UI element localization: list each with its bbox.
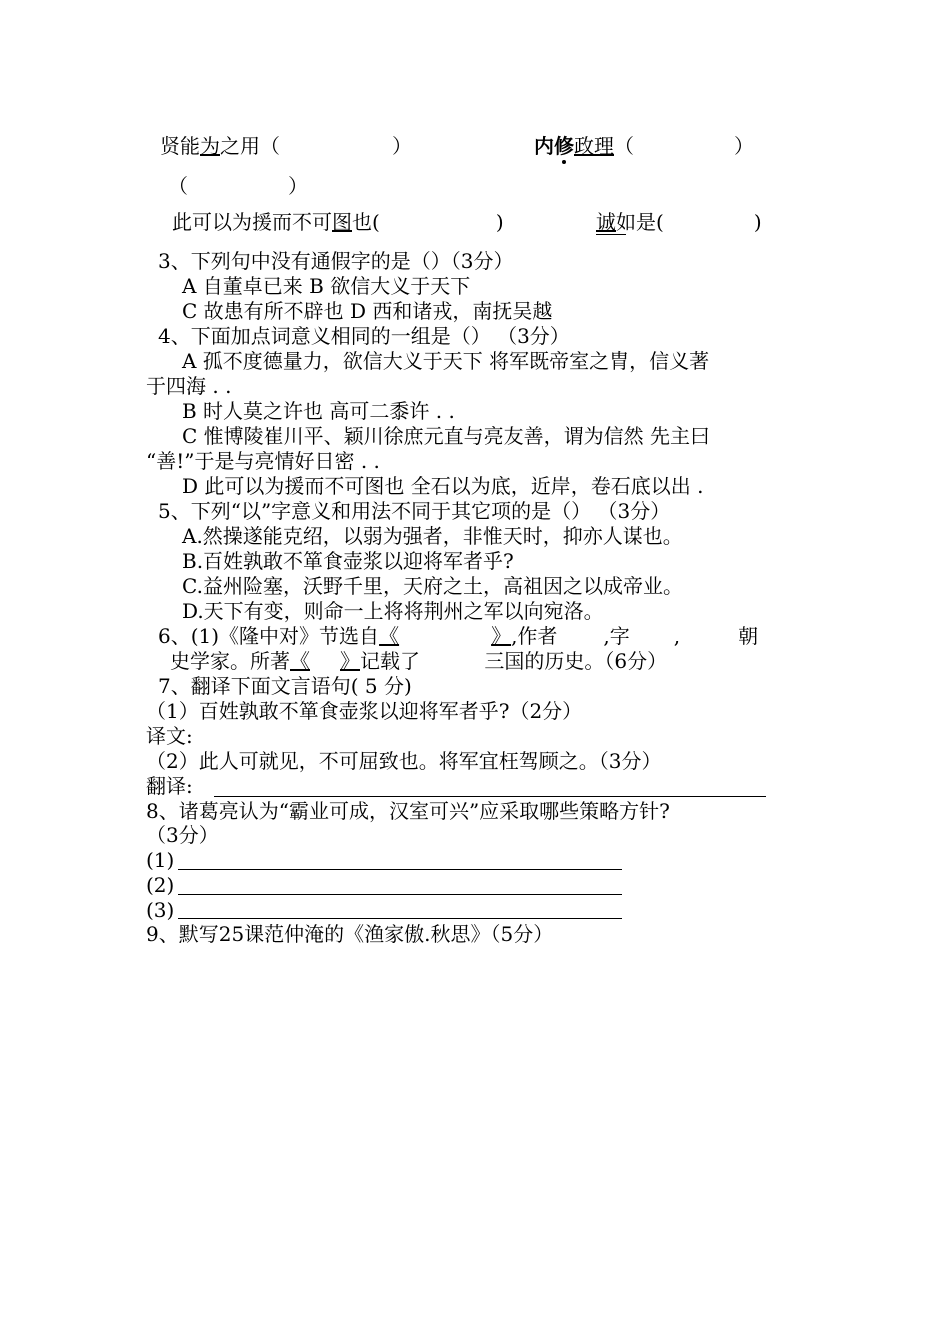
q2-item-text: 之用（ — [220, 134, 280, 158]
q6-blank-book — [379, 624, 511, 648]
q6-text: 记载了 — [360, 649, 420, 673]
q2-item-wei — [160, 134, 412, 158]
q6-blank-period — [420, 649, 478, 673]
q6-text: ,作者 — [511, 624, 558, 648]
q6-text: , — [673, 624, 681, 648]
q2-item-text: （ — [614, 134, 634, 158]
q3-stem: 3、下列句中没有通假字的是（）（3分） — [158, 249, 514, 273]
q2-item-text: 内 — [534, 134, 554, 158]
q8-answer-line-2 — [178, 894, 622, 895]
q2-blank-row: （ ） — [168, 174, 308, 198]
q2-item-text: ) — [495, 210, 504, 234]
q6-line-1 — [158, 624, 758, 648]
q7-translation-label-2: 翻译: — [146, 774, 193, 798]
q2-item-text: ) — [753, 210, 762, 234]
q7-answer-line — [214, 796, 766, 797]
q8-answer-line-3 — [178, 918, 622, 919]
q2-item-cheng — [596, 210, 762, 234]
q4-option-a-cont: 于四海 . . — [146, 374, 232, 398]
q2-item-text: 如是( — [616, 210, 664, 234]
q6-text: 朝 — [738, 624, 759, 648]
q2-key-word: 为 — [200, 134, 220, 158]
q5-option-d: D.天下有变，则命一上将将荆州之军以向宛洛。 — [182, 599, 604, 623]
q2-key-word: 诚 — [596, 210, 616, 234]
q2-item-text: 政理 — [574, 134, 614, 158]
q4-option-b: B 时人莫之许也 高可二黍许 . . — [182, 399, 455, 423]
q4-option-c-cont: “善!”于是与亮情好日密 . . — [146, 449, 380, 473]
q5-option-c: C.益州险塞，沃野千里，天府之土，高祖因之以成帝业。 — [182, 574, 683, 598]
q6-text: 三国的历史。（6分） — [478, 649, 668, 673]
q4-option-a: A 孤不度德量力，欲信大义于天下 将军既帝室之胄，信义著 — [182, 349, 710, 373]
q2-item-tu — [172, 210, 504, 234]
q8-label-2: (2) — [146, 873, 175, 897]
q6-line-2 — [170, 649, 667, 673]
q7-stem: 7、翻译下面文言语句( 5 分) — [158, 674, 412, 698]
q2-item-text: ） — [734, 134, 754, 158]
q6-text: 6、(1)《隆中对》节选自 — [158, 624, 380, 648]
q6-blank-courtesy — [630, 624, 674, 648]
q8-stem: 8、诸葛亮认为“霸业可成，汉室可兴”应采取哪些策略方针? — [146, 799, 670, 823]
q5-option-a: A.然操遂能克绍，以弱为强者，非惟天时，抑亦人谋也。 — [182, 524, 683, 548]
q5-option-b: B.百姓孰敢不箪食壶浆以迎将军者乎? — [182, 549, 514, 573]
q8-score: （3分） — [146, 823, 219, 847]
q2-key-word: 修 — [554, 134, 574, 158]
q4-option-d: D 此可以为援而不可图也 全石以为底，近岸，卷石底以出 . — [182, 474, 704, 498]
q2-item-text: 此可以为援而不可 — [172, 210, 332, 234]
q2-item-text: 也( — [352, 210, 380, 234]
q6-text: 《 — [379, 624, 400, 648]
q6-text: 》 — [491, 624, 512, 648]
q2-item-xiu — [534, 134, 754, 158]
q7-translation-label-1: 译文: — [146, 724, 193, 748]
q9-stem: 9、默写25课范仲淹的《渔家傲.秋思》（5分） — [146, 922, 554, 946]
q7-sentence-1: （1）百姓孰敢不箪食壶浆以迎将军者乎?（2分） — [146, 699, 583, 723]
q2-key-word: 图 — [332, 210, 352, 234]
q3-options-ab: A 自董卓已来 B 欲信大义于天下 — [182, 274, 471, 298]
q6-text: 《 — [290, 649, 310, 673]
q7-sentence-2: （2）此人可就见，不可屈致也。将军宜枉驾顾之。（3分） — [146, 749, 662, 773]
q6-text: ,字 — [603, 624, 630, 648]
q6-blank-work — [290, 649, 360, 673]
q8-answer-line-1 — [178, 869, 622, 870]
q6-blank-dynasty — [680, 624, 738, 648]
q8-label-1: (1) — [146, 848, 175, 872]
q2-item-text: ） — [392, 134, 412, 158]
q3-options-cd: C 故患有所不辟也 D 西和诸戎，南抚吴越 — [182, 299, 553, 323]
q5-stem: 5、下列“以”字意义和用法不同于其它项的是（） （3分） — [158, 499, 671, 523]
q2-item-text: 贤能 — [160, 134, 200, 158]
q4-option-c: C 惟博陵崔川平、颖川徐庶元直与亮友善，谓为信然 先主曰 — [182, 424, 711, 448]
q6-blank-author — [557, 624, 603, 648]
q8-label-3: (3) — [146, 898, 175, 922]
q6-text: 》 — [340, 649, 360, 673]
q4-stem: 4、下面加点词意义相同的一组是（） （3分） — [158, 324, 570, 348]
q6-text: 史学家。所著 — [170, 649, 290, 673]
